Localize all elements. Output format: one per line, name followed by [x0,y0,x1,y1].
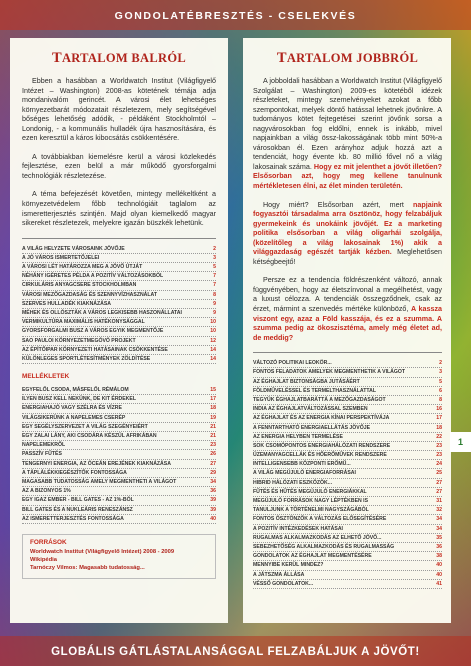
left-toc [22,245,216,364]
toc-entry-title: A VÁROSI LÉT HATÁROZZA MEG A JÖVŐ ÚTJÁT [22,264,143,271]
toc-entry [22,404,216,413]
toc-entry [253,405,442,414]
toc-entry-title: EGY ZALAI LÁNY, AKI CSODÁRA KÉSZÜL AFRIKÁBAN [22,433,157,440]
toc-entry [22,281,216,290]
source-item: Worldwatch Institut (Világfigyelő Intézet) 2008 - 2009 [30,548,175,555]
toc-entry-page: 18 [436,424,442,431]
toc-entry-title: NÉHÁNY IGÉRETES PÉLDA A POZITÍV VÁLTOZÁSOKBÓL [22,273,164,280]
toc-entry-title: VÁROSI MEZŐGAZDASÁG ÉS SZENNYVÍZHASZNÁLAT [22,291,157,298]
toc-entry-page: 6 [439,387,442,394]
toc-entry-title: NAPELEMEKRŐL [22,442,66,449]
bottom-banner: GLOBÁLIS GÁTLÁSTALANSÁGGAL FELZABÁLJUK A JÖVŐT! [51,646,420,658]
toc-entry-page: 35 [436,534,442,541]
toc-entry [253,479,442,488]
toc-entry-page: 31 [436,498,442,505]
toc-entry [22,300,216,309]
toc-entry [253,515,442,524]
toc-entry-title: SAO PAULOI KÖRNYEZETMEGÓVÓ PROJEKT [22,337,136,344]
toc-entry-page: 23 [436,452,442,459]
right-column-title: TARTALOM JOBBRÓL [276,50,419,66]
toc-entry-page: 25 [436,470,442,477]
sources-heading: FORRÁSOK [30,538,67,546]
toc-entry-title: A JÁTSZMA ÁLLÁSA [253,571,305,578]
toc-entry [22,423,216,432]
toc-entry-page: 24 [436,461,442,468]
toc-entry [253,414,442,423]
toc-entry [253,359,442,368]
toc-entry-title: AZ ÉGHAJLAT BIZTONSÁGBA JUTÁSÁÉRT [253,378,360,385]
toc-entry-page: 39 [210,497,216,504]
toc-entry-page: 8 [213,291,216,298]
toc-entry-page: 7 [213,273,216,280]
toc-entry-page: 5 [439,378,442,385]
toc-entry-title: A VILÁG MEGÚJULÓ ENERGIAFORRÁSAI [253,470,356,477]
toc-entry-page: 41 [436,580,442,587]
toc-entry [22,346,216,355]
toc-entry-page: 2 [213,245,216,252]
toc-entry-title: MEGÚJULÓ FORRÁSOK NAGY LÉPTÉKBEN IS [253,498,369,505]
toc-entry-title: CIRKULÁRIS ANYAGCSERE STOCKHOLMBAN [22,282,137,289]
source-item: Wikipédia [30,556,58,563]
toc-entry-title: AZ ÉGHAJLAT ÉS AZ ENERGIA KÍNAI PERSPEKTÍVÁJA [253,415,390,422]
right-column [243,38,451,623]
toc-entry-title: AZ A BIZONYOS 1% [22,488,71,495]
toc-entry-page: 9 [213,300,216,307]
toc-entry [253,387,442,396]
toc-entry [22,395,216,404]
toc-entry-title: VERMIKULTÚRA MAXIMÁLIS HATÉKONYSÁGGAL [22,319,145,326]
left-paragraph: A továbbiakban kiemelésre kerül a városi közlekedés fejlesztése, ezen belül a már működő gyorsforgalmi technológiák részletezése. [22,152,216,180]
appendix-heading: MELLÉKLETEK [22,373,70,381]
toc-entry-title: A POZITÍV INTÉZKEDÉSEK HATÁSAI [253,525,343,532]
sources-box [22,534,216,579]
toc-entry [253,378,442,387]
toc-entry [22,337,216,346]
toc-entry [22,291,216,300]
toc-entry-title: AZ ISMERETTERJESZTÉS FONTOSSÁGA [22,515,124,522]
toc-entry [253,424,442,433]
toc-entry-page: 19 [210,414,216,421]
toc-entry-title: BILL GATES ÉS A NUKLEÁRIS RENESZÁNSZ [22,506,133,513]
toc-entry-title: SEBEZHETŐSÉG ALKALMAZKODÁS ÉS RUGALMASSÁG [253,543,395,550]
toc-entry-page: 40 [436,571,442,578]
toc-entry-title: EGY SEGÉLYSZERVEZET A VILÁG SZEGÉNYEIÉRT [22,423,148,430]
toc-entry [253,488,442,497]
toc-entry-page: 14 [210,346,216,353]
toc-entry-title: MÉHEK ÉS OLLÓSZTÁK A VÁROS LEGKISEBB HASZONÁLLATAI [22,309,182,316]
toc-entry-page: 34 [436,525,442,532]
toc-entry-page: 21 [210,433,216,440]
toc-entry-page: 34 [210,478,216,485]
toc-entry-page: 23 [210,442,216,449]
toc-entry [253,368,442,377]
toc-entry [22,355,216,364]
toc-entry-page: 7 [213,282,216,289]
toc-entry-page: 38 [436,553,442,560]
source-item: Tarnóczy Vilmos: Magasabb tudatosság... [30,564,145,571]
toc-entry-page: 40 [210,515,216,522]
right-paragraph: Hogy miért? Elsősorban azért, mert napjaink fogyasztói társadalma arra ösztönöz, hogy felzabáljuk gyermekeink és unokáink jövőjét. Ez a marketing politika elsősorban a világ oligarhái szolgálja, (közelítőleg a világ lakosainak 1%) akik a világgazdaság egészét tartják kézben. Meglehetősen kétségbeejtő! [253,200,443,266]
toc-entry [22,441,216,450]
toc-entry-title: A TÁPLÁLÉKKIEGÉSZÍTŐK FONTOSSÁGA [22,469,127,476]
toc-entry-title: FONTOS ÖSZTÖNZŐK A VÁLTOZÁS ELŐSEGÍTÉSÉRE [253,516,387,523]
toc-entry-title: GONDOLATOK AZ ÉGHAJLAT MEGMENTÉSÉRE [253,553,372,560]
toc-entry [22,496,216,505]
toc-entry-title: AZ ÉPÍTŐIPAR KÖRNYEZETI HATÁSAINAK CSÖKKENTÉSE [22,346,168,353]
toc-entry-title: SZERVES HULLADÉK KIAKNÁZÁSA [22,300,112,307]
toc-entry-page: 17 [436,415,442,422]
toc-entry-title: PASSZÍV FŰTÉS [22,451,62,458]
toc-entry-title: AZ ENERGIA HELYBEN TERMELÉSE [253,433,343,440]
left-paragraph: A téma befejezését követően, mintegy mellékeltként a környezetvédelem főbb technológiáit taglalom az ismeretterjesztés szintjén. Majd olyan kiemelkedő magyar sikereket részletezek, melyekre igazán büszkék lehetünk. [22,190,216,228]
toc-entry-title: FONTOS FELADATOK AMELYEK MEGMENTHETIK A VILÁGOT [253,369,406,376]
toc-entry-title: A JÓ VÁROS ISMERTETŐJELEI [22,254,100,261]
toc-entry-page: 12 [210,337,216,344]
toc-entry-title: A VILÁG HELYZETE VÁROSAINK JÖVŐJE [22,245,125,252]
toc-entry [253,396,442,405]
toc-entry-page: 3 [213,254,216,261]
toc-entry-title: EGYFELŐL CSODA, MÁSFELŐL RÉMÁLOM [22,387,129,394]
toc-entry-title: A FENNTARTHATÓ ENERGIAELLÁTÁS JÖVŐJE [253,424,371,431]
toc-entry-title: INTELLIGENSEBB KÖZPONTI ERŐMŰ... [253,461,351,468]
toc-entry [22,386,216,395]
toc-entry-title: GYORSFORGALMI BUSZ A VÁROS EGYIK MEGMENTŐJE [22,328,164,335]
toc-entry [253,580,442,589]
page-number-tab: 1 [450,432,471,452]
toc-entry-title: TANULJUNK A TÖRTÉNELMI NAGYSZÁGÁBÓL [253,507,369,514]
toc-entry [253,552,442,561]
toc-entry [22,478,216,487]
toc-entry-page: 14 [210,355,216,362]
toc-entry [22,414,216,423]
left-column-title: TARTALOM BALRÓL [51,50,186,66]
toc-entry-page: 3 [439,369,442,376]
toc-entry [253,543,442,552]
left-paragraph: Ebben a hasábban a Worldwatch Institut (Világfigyelő Intézet – Washington) 2008-as kötetének témája adja mondanivalóm gerincét. A városi élet lehetséges környezetbarát módozatait részletezem, mely segítségével bőséges lehetőség adódik, - példáként Stockholmtól – Londonig, - a kommunális hulladék újra hasznosítására, és ezen keresztül a káros kibocsátás csökkentésére. [22,77,216,143]
toc-entry-page: 27 [436,479,442,486]
toc-entry-page: 22 [436,433,442,440]
toc-entry-title: ÜZEMANYAGCELLÁK ÉS HŐERŐMŰVEK RENDSZERE [253,452,387,459]
toc-entry-title: VÁLTOZÓ POLITIKAI LEOKÖR... [253,360,332,367]
right-paragraph: Persze ez a tendencia földrészenként változó, annak függvényében, hogy az életszínvonal a megélhetést, vagy a luxust célozza. A tendenciák összegződnek, csak az érzet, mármint a szenvedés mértéke különböző, A kassza viszont egy, azaz a Föld kasszája, és ez a szumma. A szumma pedig az ökoszisztéma, amely még életet ad, de meddig? [253,276,442,342]
toc-entry [253,451,442,460]
toc-entry-title: ILYEN BUSZ KELL NEKÜNK, DE KIT ÉRDEKEL [22,396,136,403]
right-paragraph: A jobboldali hasábban a Worldwatch Institut (Világfigyelő Szolgálat – Washington) 2009-es kötetéből idézek részleteket, mintegy szemelvényeket azokat a főbb szempontokat, melyek döntő hatással lehetnek jövőnkre. A tudományos kötet fejtegetései szerint jövőnk sorsa a nagyvárosokban fog eldőlni, ennek is inkább, mivel napjainkban a világ össz-lakosságának több mint 50%-a városokban él. Ezen arányhoz adjuk hozzá azt a tendenciát, hogy évente kb. 80 millió fővel nő a világ lakosainak száma. Hogy ez mit jelenthet a jövőt illetően? Elsősorban azt, hogy meg kellene tanulnunk mértékletesen élni, az élet minden területén. [253,77,442,191]
toc-entry-page: 36 [436,543,442,550]
toc-entry-page: 5 [213,264,216,271]
toc-entry [22,515,216,524]
toc-entry-page: 18 [210,405,216,412]
toc-entry [22,327,216,336]
toc-entry-page: 39 [210,506,216,513]
toc-entry [253,433,442,442]
toc-entry-page: 27 [210,460,216,467]
toc-entry-page: 23 [436,442,442,449]
toc-entry-page: 15 [210,387,216,394]
toc-entry [253,497,442,506]
toc-entry-page: 32 [436,507,442,514]
toc-entry-page: 10 [210,319,216,326]
toc-entry [22,318,216,327]
toc-entry [253,469,442,478]
toc-entry-title: VILÁGSIKERÜNK A NAPELEMES CSERÉP [22,414,126,421]
top-banner: GONDOLATÉBRESZTÉS - CSELEKVÉS [114,10,357,22]
toc-entry [22,263,216,272]
toc-entry-page: 34 [436,516,442,523]
toc-entry-title: SOK CSOMÓPONTOS ENERGIAHÁLÓZATI RENDSZERE [253,442,391,449]
divider [253,352,442,353]
toc-entry [22,309,216,318]
toc-entry-title: EGY IGAZ EMBER - BILL GATES - AZ 1%-BÓL [22,497,134,504]
toc-entry [253,506,442,515]
toc-entry [22,506,216,515]
toc-entry-title: INDIA AZ ÉGHAJLATVÁLTOZÁSSAL SZEMBEN [253,406,368,413]
toc-entry [22,460,216,469]
toc-entry [253,442,442,451]
toc-entry-title: TENGERNYI ENERGIA, AZ ÓCEÁN EREJÉNEK KIAKNÁZÁSA [22,460,171,467]
toc-entry-page: 29 [210,469,216,476]
toc-entry [22,245,216,254]
toc-entry-page: 26 [210,451,216,458]
toc-entry-page: 2 [439,360,442,367]
toc-entry-page: 9 [213,309,216,316]
toc-entry-page: 40 [436,562,442,569]
toc-entry [253,561,442,570]
toc-entry [253,460,442,469]
toc-entry [253,525,442,534]
toc-entry-title: MENNYIBE KERÜL MINDEZ? [253,562,324,569]
divider [22,238,216,239]
toc-entry [253,534,442,543]
toc-entry-title: MAGASABB TUDATOSSÁG AMELY MEGMENTHETI A VILÁGOT [22,478,177,485]
toc-entry-title: KÜLÖNLEGES SPORTLÉTESÍTMÉNYEK ZÖLDÍTÉSE [22,355,151,362]
toc-entry-title: ENERGIAHAJÓ VAGY SZÉLRA ÉS VÍZRE [22,405,122,412]
left-column [10,38,228,623]
toc-entry [22,432,216,441]
toc-entry-page: 17 [210,396,216,403]
toc-entry [22,254,216,263]
toc-entry-title: RUGALMAS ALKALMAZKODÁS AZ ELHETŐ JÖVŐ... [253,534,382,541]
toc-entry-title: VÉSSŐ GONDOLATOK... [253,580,314,587]
toc-entry-page: 16 [436,406,442,413]
toc-entry [22,272,216,281]
right-toc [253,359,442,589]
toc-entry-page: 36 [210,488,216,495]
toc-entry-title: FŰTÉS ÉS HŰTÉS MEGÚJULÓ ENERGIÁKKAL [253,488,367,495]
toc-entry-page: 10 [210,328,216,335]
toc-entry [22,469,216,478]
toc-entry-page: 21 [210,423,216,430]
toc-entry-title: TEGYÜK ÉGHAJLATBARÁTTÁ A MEZŐGAZDASÁGOT [253,396,386,403]
toc-entry [22,450,216,459]
toc-entry [253,571,442,580]
appendix-list [22,386,216,524]
toc-entry-page: 8 [439,396,442,403]
toc-entry-title: FÖLDMŰVELÉSSEL ÉS TERMELTHASZNÁLATTAL [253,387,376,394]
toc-entry-title: HIBRID HÁLÓZATI ESZKÖZÖK... [253,479,333,486]
toc-entry-page: 27 [436,488,442,495]
toc-entry [22,487,216,496]
